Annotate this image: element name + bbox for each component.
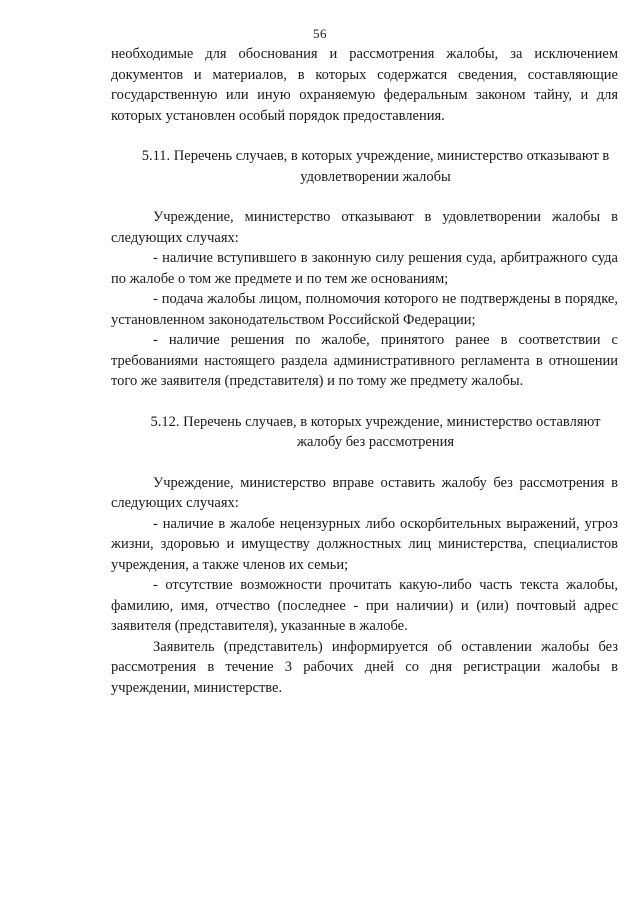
- list-item: - наличие вступившего в законную силу решения суда, арбитражного суда по жалобе о том же предмете и по тем же основаниям;: [111, 250, 618, 287]
- intro-paragraph: необходимые для обоснования и рассмотрения жалобы, за исключением документов и материалов, в которых содержатся сведения, составляющие государственную или иную охраняемую федеральным законом тайну, и для которых установлен особый порядок предоставления.: [111, 46, 618, 124]
- document-body: [111, 44, 618, 698]
- page-number: 56: [313, 26, 327, 41]
- section-5-12-lead: Учреждение, министерство вправе оставить жалобу без рассмотрения в следующих случаях:: [111, 474, 618, 511]
- list-item: - наличие решения по жалобе, принятого ранее в соответствии с требованиями настоящего раздела административного регламента в отношении того же заявителя (представителя) и по тому же предмету жалобы.: [111, 332, 618, 389]
- list-item: - наличие в жалобе нецензурных либо оскорбительных выражений, угроз жизни, здоровью и имуществу должностных лиц министерства, специалистов учреждения, а также членов их семьи;: [111, 515, 618, 573]
- list-item: - подача жалобы лицом, полномочия которого не подтверждены в порядке, установленном законодательством Российской Федерации;: [111, 291, 618, 328]
- section-5-12-body: [111, 473, 618, 699]
- section-5-11-lead: Учреждение, министерство отказывают в удовлетворении жалобы в следующих случаях:: [111, 209, 618, 246]
- closing-paragraph: Заявитель (представитель) информируется об оставлении жалобы без рассмотрения в течение 3 рабочих дней со дня регистрации жалобы в учреждении, министерстве.: [111, 638, 618, 696]
- list-item: - отсутствие возможности прочитать какую-либо часть текста жалобы, фамилию, имя, отчество (последнее - при наличии) и (или) почтовый адрес заявителя (представителя), указанные в жалобе.: [111, 577, 618, 634]
- section-5-11-heading: 5.11. Перечень случаев, в которых учреждение, министерство отказывают в удовлетворении жалобы: [141, 148, 610, 185]
- section-5-12-heading: 5.12. Перечень случаев, в которых учреждение, министерство оставляют жалобу без рассмотрения: [150, 413, 601, 450]
- section-5-11-body: [111, 207, 618, 392]
